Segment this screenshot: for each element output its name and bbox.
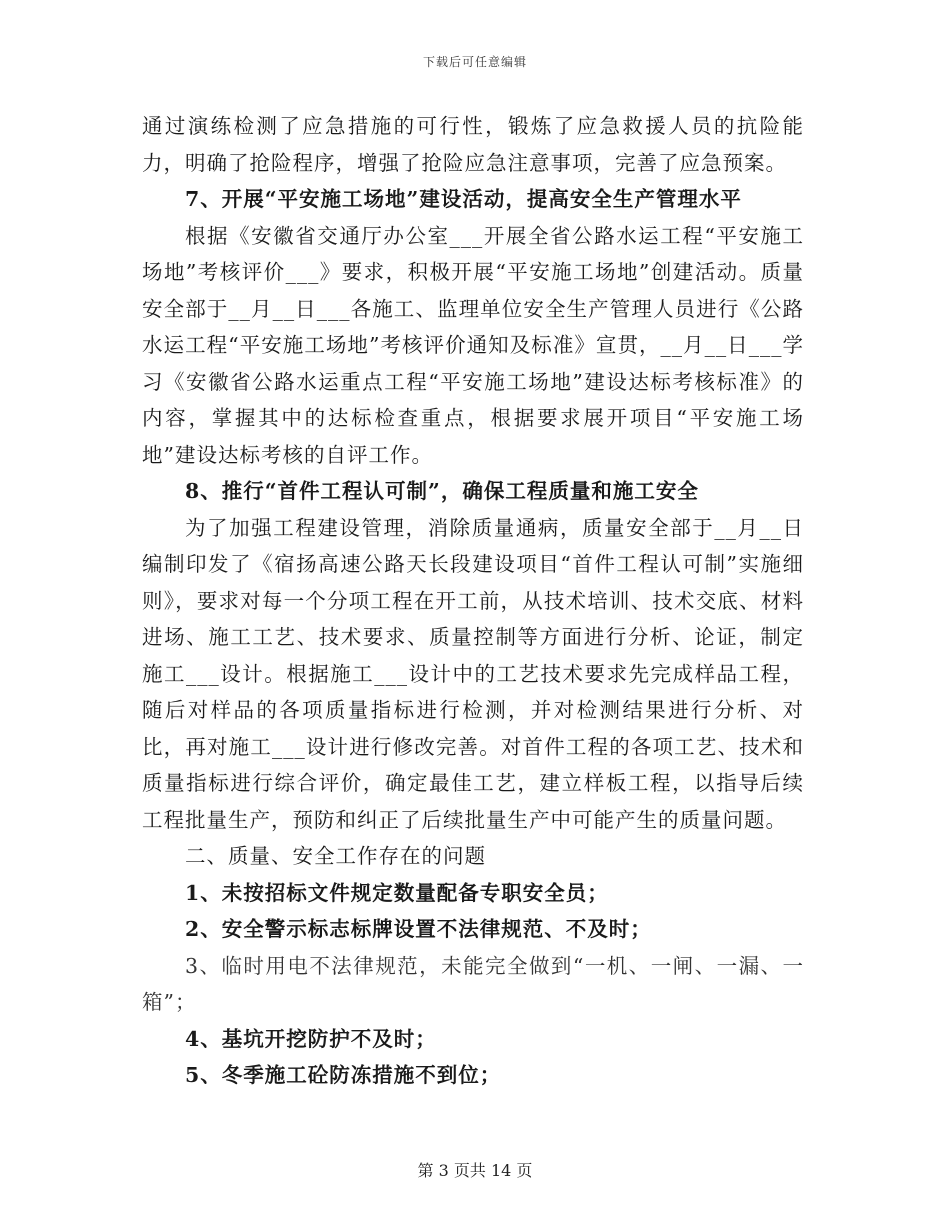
paragraph-drill-result: 通过演练检测了应急措施的可行性，锻炼了应急救援人员的抗险能力，明确了抢险程序，增强了抢险应急注意事项，完善了应急预案。 bbox=[142, 114, 804, 175]
problem-item-4: 4、基坑开挖防护不及时； bbox=[185, 1026, 437, 1051]
document-body bbox=[142, 108, 804, 1094]
paragraph-first-piece: 为了加强工程建设管理，消除质量通病，质量安全部于__月__日编制印发了《宿扬高速公路天长段建设项目“首件工程认可制”实施细则》，要求对每一个分项工程在开工前，从技术培训、技术交底、材料进场、施工工艺、技术要求、质量控制等方面进行分析、论证，制定施工___设计。根据施工___设计中的工艺技术要求先完成样品工程，随后对样品的各项质量指标进行检测，并对检测结果进行分析、对比，再对施工___设计进行修改完善。对首件工程的各项工艺、技术和质量指标进行综合评价，确定最佳工艺，建立样板工程，以指导后续工程批量生产，预防和纠正了后续批量生产中可能产生的质量问题。 bbox=[142, 515, 804, 832]
problem-item-5: 5、冬季施工砼防冻措施不到位； bbox=[185, 1063, 502, 1087]
heading-first-piece: 8、推行“首件工程认可制”，确保工程质量和施工安全 bbox=[185, 479, 699, 503]
paragraph-safe-site: 根据《安徽省交通厅办公室___开展全省公路水运工程“平安施工场地”考核评价___》要求，积极开展“平安施工场地”创建活动。质量安全部于__月__日___各施工、监理单位安全生产管理人员进行《公路水运工程“平安施工场地”考核评价通知及标准》宣贯，__月__日___学习《安徽省公路水运重点工程“平安施工场地”建设达标考核标准》的内容，掌握其中的达标检查重点，根据要求展开项目“平安施工场地”建设达标考核的自评工作。 bbox=[142, 223, 804, 467]
page-footer: 第 3 页共 14 页 bbox=[417, 1161, 533, 1180]
heading-safe-site: 7、开展“平安施工场地”建设活动，提高安全生产管理水平 bbox=[185, 187, 742, 211]
heading-problems: 二、质量、安全工作存在的问题 bbox=[185, 844, 486, 868]
problem-item-2: 2、安全警示标志标牌设置不法律规范、不及时； bbox=[185, 917, 652, 941]
page-header: 下载后可任意编辑 bbox=[422, 55, 527, 69]
problem-item-1: 1、未按招标文件规定数量配备专职安全员； bbox=[185, 880, 609, 905]
problem-item-3: 3、临时用电不法律规范，未能完全做到“一机、一闸、一漏、一箱”； bbox=[142, 953, 804, 1014]
